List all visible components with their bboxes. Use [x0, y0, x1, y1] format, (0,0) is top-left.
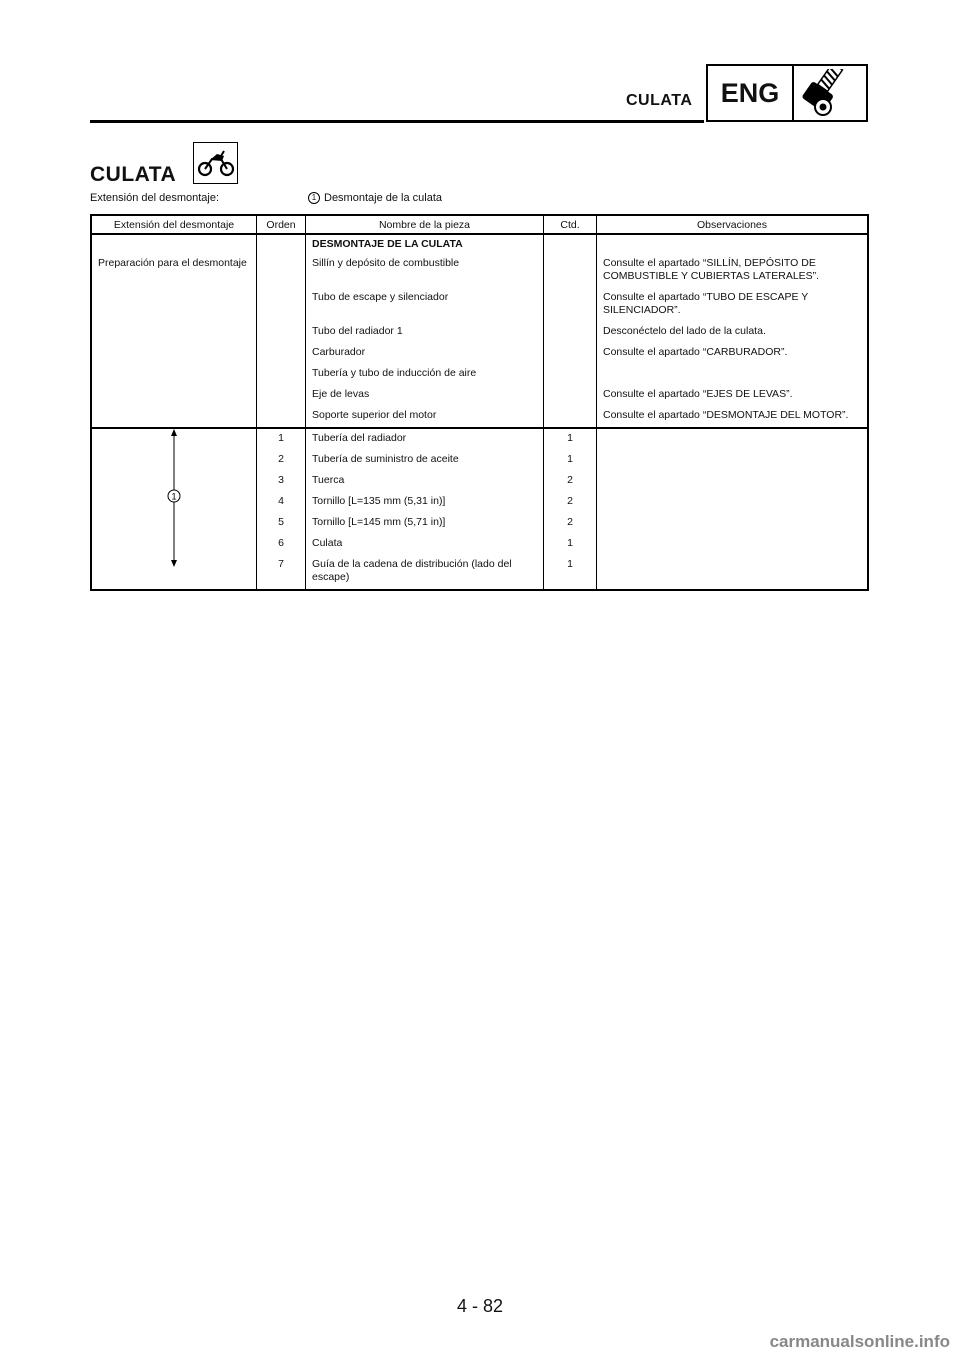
table-row — [91, 385, 868, 406]
part-order: 5 — [257, 513, 306, 534]
table-header-row — [91, 215, 868, 234]
part-qty: 1 — [544, 428, 597, 450]
extent-bracket — [91, 428, 257, 590]
part-remarks: Desconéctelo del lado de la culata. — [597, 322, 869, 343]
part-qty: 1 — [544, 555, 597, 590]
part-qty: 1 — [544, 534, 597, 555]
part-name: Tornillo [L=135 mm (5,31 in)] — [306, 492, 544, 513]
header-qty: Ctd. — [544, 215, 597, 234]
part-name: Culata — [306, 534, 544, 555]
engine-bolt-icon — [794, 66, 866, 120]
part-remarks: Consulte el apartado “SILLÍN, DEPÓSITO DE COMBUSTIBLE Y CUBIERTAS LATERALES”. — [597, 254, 869, 288]
prep-extent: Preparación para el desmontaje — [91, 254, 257, 288]
part-qty: 2 — [544, 492, 597, 513]
part-remarks: Consulte el apartado “DESMONTAJE DEL MOTOR”. — [597, 406, 869, 428]
part-name: Tornillo [L=145 mm (5,71 in)] — [306, 513, 544, 534]
part-name: Tubería de suministro de aceite — [306, 450, 544, 471]
part-order: 7 — [257, 555, 306, 590]
part-order: 1 — [257, 428, 306, 450]
table-row — [91, 343, 868, 364]
part-remarks — [597, 364, 869, 385]
extent-bracket-arrow — [92, 429, 244, 569]
table-row — [91, 428, 868, 450]
scope-marker: 1 — [308, 192, 320, 204]
part-remarks — [597, 234, 869, 254]
part-name: Tubería y tubo de inducción de aire — [306, 364, 544, 385]
part-qty: 2 — [544, 471, 597, 492]
header-order: Orden — [257, 215, 306, 234]
part-name: Carburador — [306, 343, 544, 364]
table-row — [91, 364, 868, 385]
table-row — [91, 254, 868, 288]
part-order: 2 — [257, 450, 306, 471]
header-rule — [90, 120, 704, 123]
table-row — [91, 234, 868, 254]
part-order: 6 — [257, 534, 306, 555]
table-row — [91, 322, 868, 343]
bracket-marker: 1 — [171, 491, 177, 502]
part-name: Tubo de escape y silenciador — [306, 288, 544, 322]
part-name: Sillín y depósito de combustible — [306, 254, 544, 288]
part-name: Tuerca — [306, 471, 544, 492]
header-remarks: Observaciones — [597, 215, 869, 234]
part-qty: 1 — [544, 450, 597, 471]
scope-value: Desmontaje de la culata — [324, 192, 443, 204]
header-part-name: Nombre de la pieza — [306, 215, 544, 234]
part-name: Tubo del radiador 1 — [306, 322, 544, 343]
watermark: carmanualsonline.info — [769, 1332, 950, 1351]
part-remarks: Consulte el apartado “EJES DE LEVAS”. — [597, 385, 869, 406]
part-name: DESMONTAJE DE LA CULATA — [306, 234, 544, 254]
part-name: Guía de la cadena de distribución (lado del escape) — [306, 555, 544, 590]
page-number: 4 - 82 — [456, 1296, 504, 1316]
scope-label: Extensión del desmontaje: — [90, 192, 220, 204]
disassembly-scope — [90, 192, 442, 204]
part-name: Soporte superior del motor — [306, 406, 544, 428]
part-qty: 2 — [544, 513, 597, 534]
header-title: CULATA — [626, 92, 693, 109]
header-extent: Extensión del desmontaje — [91, 215, 257, 234]
part-order: 4 — [257, 492, 306, 513]
parts-table — [90, 214, 869, 591]
table-row — [91, 288, 868, 322]
table-row — [91, 406, 868, 428]
part-remarks: Consulte el apartado “TUBO DE ESCAPE Y SILENCIADOR”. — [597, 288, 869, 322]
part-name: Tubería del radiador — [306, 428, 544, 450]
part-remarks: Consulte el apartado “CARBURADOR”. — [597, 343, 869, 364]
eng-badge — [706, 64, 868, 122]
eng-label: ENG — [708, 66, 794, 120]
part-order: 3 — [257, 471, 306, 492]
motorcycle-icon — [193, 142, 238, 184]
section-title: CULATA — [90, 163, 177, 186]
part-name: Eje de levas — [306, 385, 544, 406]
